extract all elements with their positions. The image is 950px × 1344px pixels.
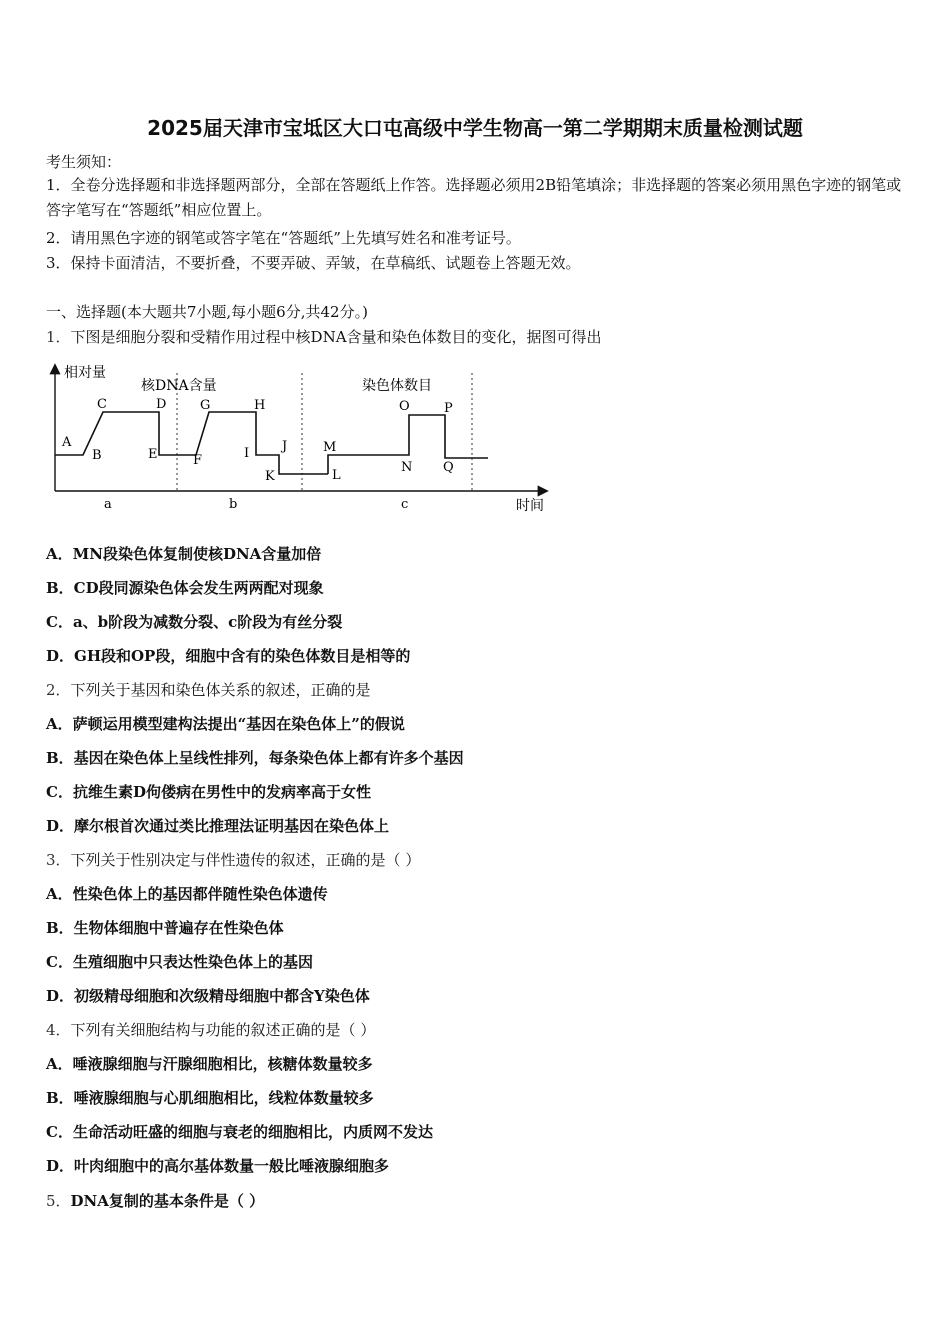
q4-option-a: A．唾液腺细胞与汗腺细胞相比，核糖体数量较多: [46, 1055, 373, 1073]
question-stem: 下列关于基因和染色体关系的叙述，正确的是: [70, 681, 371, 699]
q4-option-d: D．叶肉细胞中的高尔基体数量一般比唾液腺细胞多: [46, 1157, 390, 1175]
q3-option-c: C．生殖细胞中只表达性染色体上的基因: [46, 953, 313, 971]
q4-option-b: B．唾液腺细胞与心肌细胞相比，线粒体数量较多: [46, 1089, 374, 1107]
point-label: H: [254, 398, 266, 413]
question-3: [46, 850, 420, 870]
question-stem: 下列有关细胞结构与功能的叙述正确的是（ ）: [70, 1021, 376, 1039]
point-label: G: [200, 398, 211, 413]
question-1: [46, 327, 602, 347]
q2-option-b: B．基因在染色体上呈线性排列，每条染色体上都有许多个基因: [46, 749, 464, 767]
q1-option-a: A．MN段染色体复制使核DNA含量加倍: [46, 545, 322, 563]
y-axis-label: 相对量: [64, 365, 106, 381]
point-label: F: [193, 453, 203, 468]
section-heading: 一、选择题(本大题共7小题,每小题6分,共42分。): [46, 303, 368, 321]
q1-option-c: C．a、b阶段为减数分裂、c阶段为有丝分裂: [46, 613, 343, 631]
question-number: 5．: [46, 1192, 71, 1210]
q4-option-c: C．生命活动旺盛的细胞与衰老的细胞相比，内质网不发达: [46, 1123, 433, 1141]
phase-label: a: [104, 497, 112, 512]
point-label: Q: [443, 460, 454, 475]
point-label: B: [92, 448, 102, 463]
q1-option-d: D．GH段和OP段，细胞中含有的染色体数目是相等的: [46, 647, 411, 665]
q3-option-d: D．初级精母细胞和次级精母细胞中都含Y染色体: [46, 987, 370, 1005]
phase-label: b: [229, 497, 238, 512]
series-label-dna: 核DNA含量: [141, 378, 217, 394]
point-label: P: [444, 401, 453, 416]
question-number: 4．: [46, 1021, 71, 1039]
question-stem: 下图是细胞分裂和受精作用过程中核DNA含量和染色体数目的变化，据图可得出: [70, 328, 602, 346]
x-axis-label: 时间: [516, 498, 544, 514]
question-stem: DNA复制的基本条件是（ ）: [70, 1192, 265, 1210]
q1-option-b: B．CD段同源染色体会发生两两配对现象: [46, 579, 324, 597]
question-stem: 下列关于性别决定与伴性遗传的叙述，正确的是（ ）: [70, 851, 421, 869]
point-label: M: [323, 440, 337, 455]
notice-item-3: 3．保持卡面清洁，不要折叠，不要弄破、弄皱，在草稿纸、试题卷上答题无效。: [46, 254, 581, 272]
notice-item-2: 2．请用黑色字迹的钢笔或答字笔在“答题纸”上先填写姓名和准考证号。: [46, 229, 521, 247]
page-title: 2025届天津市宝坻区大口屯高级中学生物高一第二学期期末质量检测试题: [147, 116, 803, 140]
question-5: [46, 1191, 264, 1211]
phase-label: c: [401, 497, 409, 512]
notice-header: 考生须知：: [46, 153, 122, 171]
notice-item-1: 1．全卷分选择题和非选择题两部分，全部在答题纸上作答。选择题必须用2B铅笔填涂；非选择题的答案必须用黑色字迹的钢笔或答字笔写在“答题纸”相应位置上。: [46, 176, 902, 219]
point-label: D: [156, 397, 167, 412]
point-label: E: [148, 447, 158, 462]
point-label: K: [265, 469, 275, 484]
question-number: 1．: [46, 328, 71, 346]
point-label: I: [244, 446, 250, 461]
point-label: C: [97, 397, 107, 412]
question-number: 2．: [46, 681, 71, 699]
point-label: L: [332, 468, 341, 483]
question-4: [46, 1020, 375, 1040]
question-number: 3．: [46, 851, 71, 869]
q2-option-a: A．萨顿运用模型建构法提出“基因在染色体上”的假说: [46, 715, 405, 733]
point-label: N: [401, 460, 413, 475]
q3-option-a: A．性染色体上的基因都伴随性染色体遗传: [46, 885, 328, 903]
q2-option-c: C．抗维生素D佝偻病在男性中的发病率高于女性: [46, 783, 371, 801]
q2-option-d: D．摩尔根首次通过类比推理法证明基因在染色体上: [46, 817, 390, 835]
series-label-chromosome: 染色体数目: [362, 378, 432, 394]
point-label: O: [399, 399, 410, 414]
q3-option-b: B．生物体细胞中普遍存在性染色体: [46, 919, 284, 937]
point-label: A: [62, 435, 72, 450]
point-label: J: [282, 439, 288, 454]
dna-chromosome-chart: [46, 358, 556, 518]
question-2: [46, 680, 371, 700]
